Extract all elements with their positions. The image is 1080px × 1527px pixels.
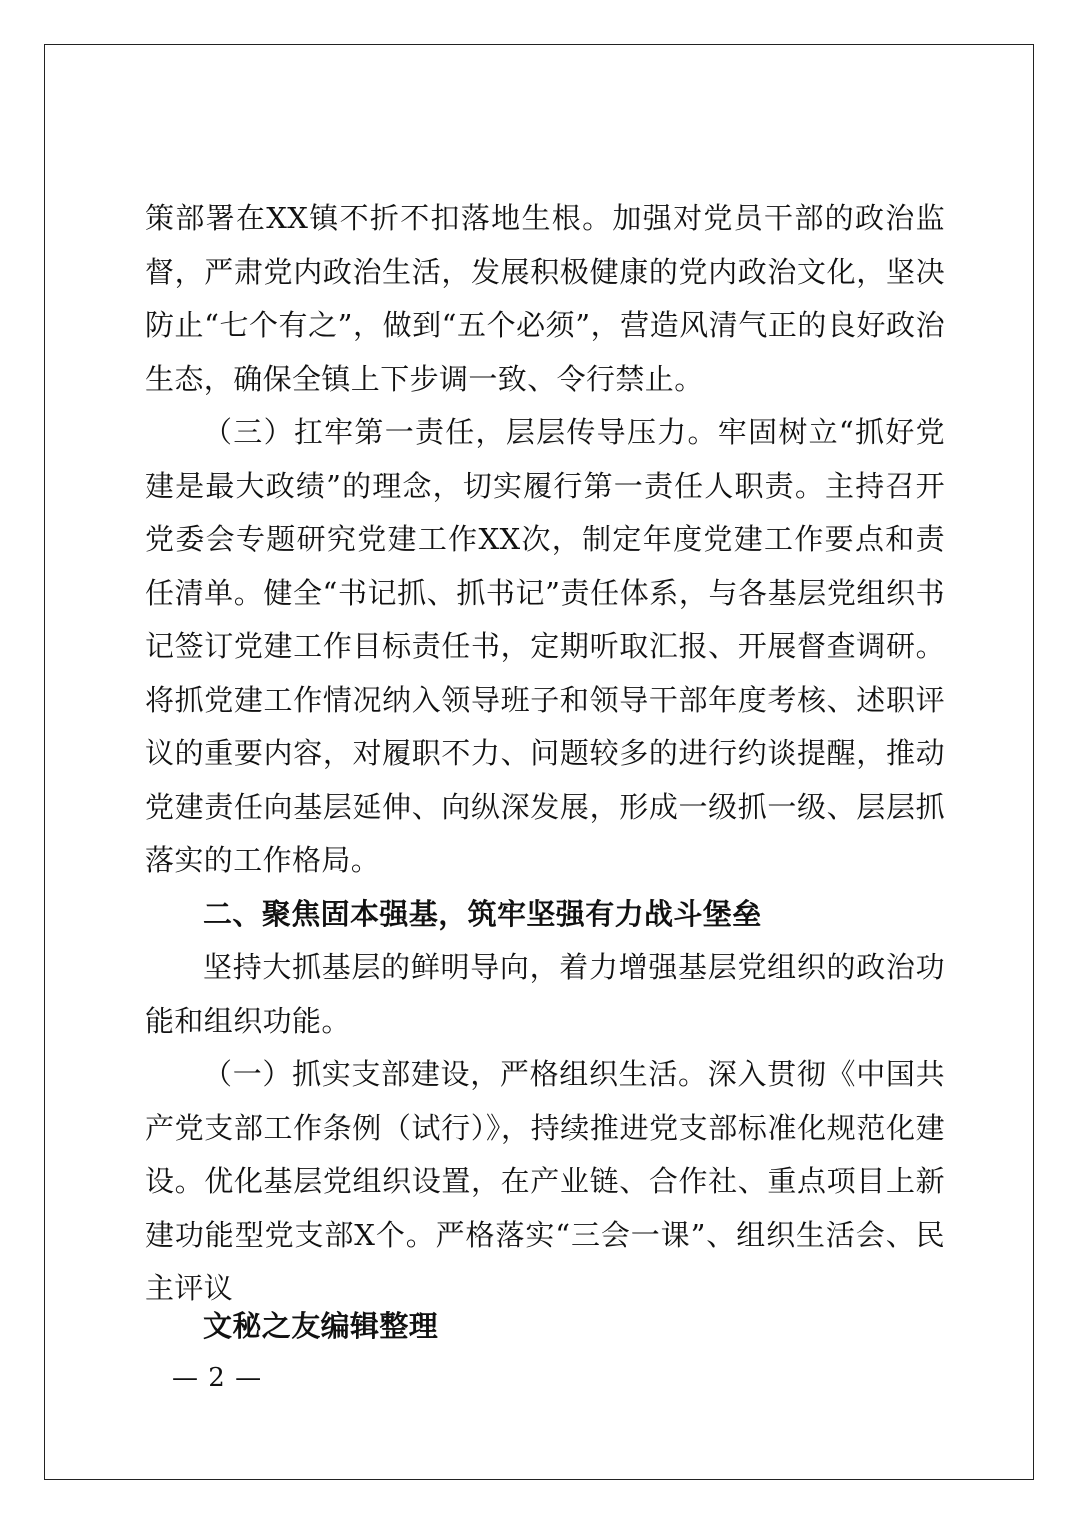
paragraph-section-one: （一）抓实支部建设，严格组织生活。深入贯彻《中国共产党支部工作条例（试行）》，持续推进党支部标准化规范化建设。优化基层党组织设置，在产业链、合作社、重点项目上新建功能型党支部X个。严格落实“三会一课”、组织生活会、民主评议 — [145, 1057, 945, 1305]
document-body — [145, 192, 945, 1316]
paragraph-intro-grassroots: 坚持大抓基层的鲜明导向，着力增强基层党组织的政治功能和组织功能。 — [145, 950, 945, 1038]
editor-note: 文秘之友编辑整理 — [203, 1309, 439, 1343]
paragraph-continuation: 策部署在XX镇不折不扣落地生根。加强对党员干部的政治监督，严肃党内政治生活，发展积极健康的党内政治文化，坚决防止“七个有之”，做到“五个必须”，营造风清气正的良好政治生态，确保全镇上下步调一致、令行禁止。 — [145, 201, 945, 396]
section-heading-two: 二、聚焦固本强基，筑牢坚强有力战斗堡垒 — [203, 896, 762, 931]
paragraph-section-three: （三）扛牢第一责任，层层传导压力。牢固树立“抓好党建是最大政绩”的理念，切实履行第一责任人职责。主持召开党委会专题研究党建工作XX次，制定年度党建工作要点和责任清单。健全“书记抓、抓书记”责任体系，与各基层党组织书记签订党建工作目标责任书，定期听取汇报、开展督查调研。将抓党建工作情况纳入领导班子和领导干部年度考核、述职评议的重要内容，对履职不力、问题较多的进行约谈提醒，推动党建责任向基层延伸、向纵深发展，形成一级抓一级、层层抓落实的工作格局。 — [145, 415, 945, 877]
page-number: — 2 — — [172, 1363, 263, 1393]
